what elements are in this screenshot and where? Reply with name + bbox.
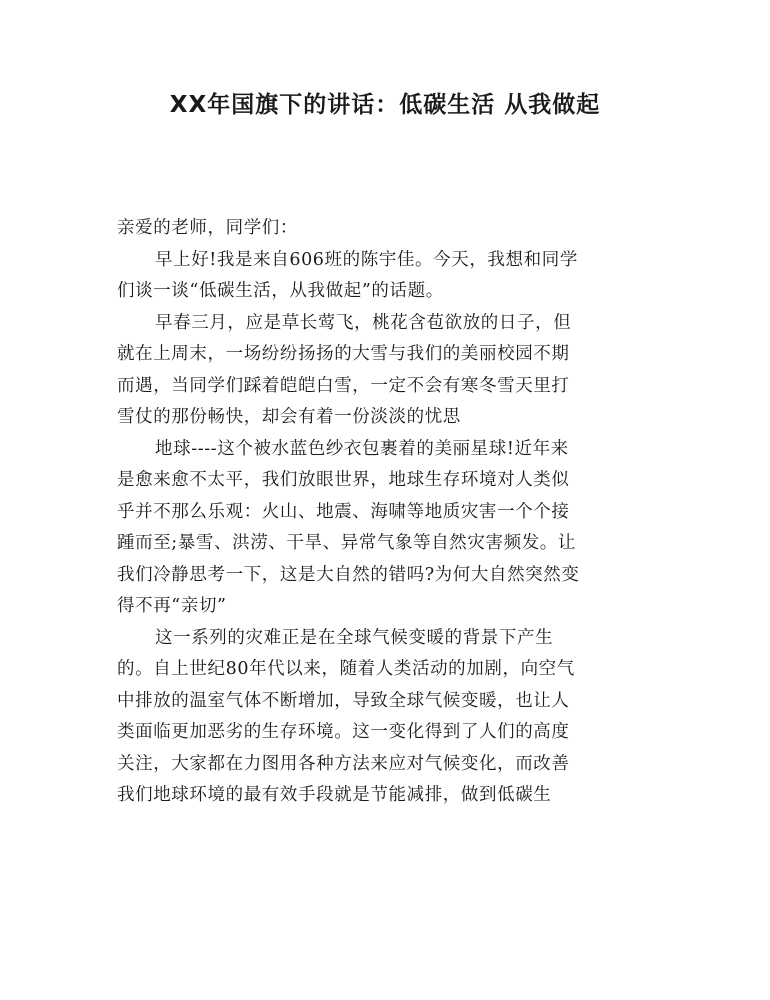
text-line: 我们冷静思考一下，这是大自然的错吗?为何大自然突然变 <box>117 564 580 585</box>
text-line: 就在上周末，一场纷纷扬扬的大雪与我们的美丽校园不期 <box>117 344 570 364</box>
text-line: 的。自上世纪80年代以来，随着人类活动的加剧，向空气 <box>117 659 575 679</box>
text-line: 而遇，当同学们踩着皑皑白雪，一定不会有寒冬雪天里打 <box>117 375 570 396</box>
text-line: 我们地球环境的最有效手段就是节能减排，做到低碳生 <box>117 785 552 805</box>
text-line: 乎并不那么乐观：火山、地震、海啸等地质灾害一个个接 <box>117 501 570 522</box>
text-line: 是愈来愈不太平，我们放眼世界，地球生存环境对人类似 <box>117 470 570 490</box>
text-line: 地球----这个被水蓝色纱衣包裹着的美丽星球!近年来 <box>155 438 569 459</box>
text-line: 早春三月，应是草长莺飞，桃花含苞欲放的日子，但 <box>155 312 572 333</box>
text-line: 踵而至;暴雪、洪涝、干旱、异常气象等自然灾害频发。让 <box>117 533 576 553</box>
text-line: 早上好!我是来自606班的陈宇佳。今天，我想和同学 <box>155 249 578 270</box>
text-line: 得不再“亲切” <box>117 596 227 616</box>
text-line: 中排放的温室气体不断增加，导致全球气候变暖，也让人 <box>117 690 570 711</box>
text-line: 关注，大家都在力图用各种方法来应对气候变化，而改善 <box>117 753 570 774</box>
text-line: 们谈一谈“低碳生活，从我做起”的话题。 <box>117 281 444 301</box>
text-line: 这一系列的灾难正是在全球气候变暖的背景下产生 <box>155 627 554 648</box>
text-line: 类面临更加恶劣的生存环境。这一变化得到了人们的高度 <box>117 722 570 742</box>
document-body <box>117 213 657 812</box>
text-line: 亲爱的老师，同学们： <box>117 218 298 238</box>
text-line: 雪仗的那份畅快，却会有着一份淡淡的忧思 <box>117 407 461 427</box>
document-title: XX年国旗下的讲话：低碳生活 从我做起 <box>169 92 601 118</box>
